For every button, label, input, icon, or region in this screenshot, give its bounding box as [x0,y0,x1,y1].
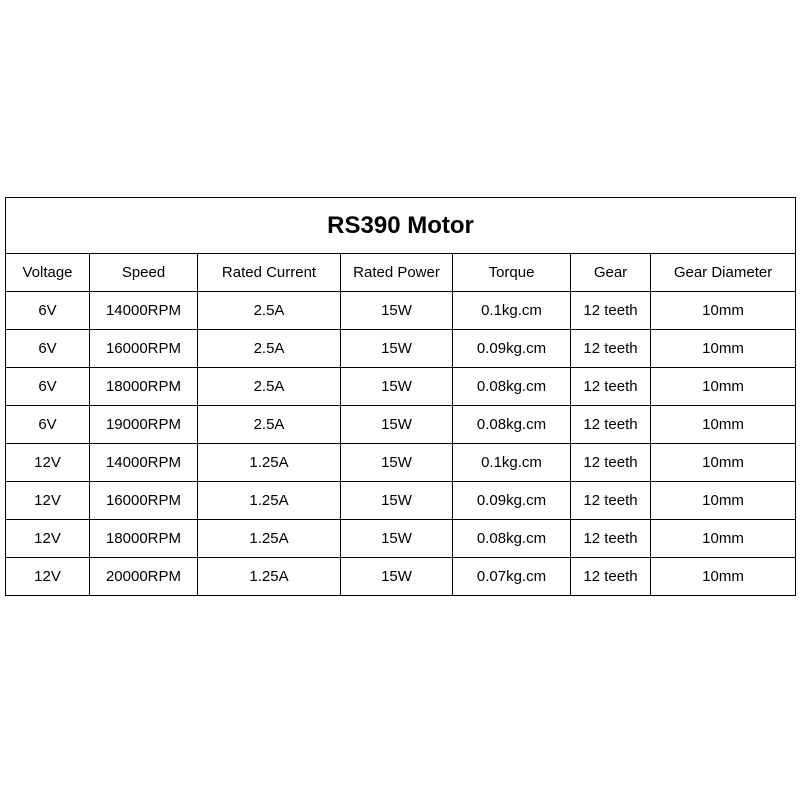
column-header-gear-diameter: Gear Diameter [651,254,796,292]
cell-speed: 14000RPM [90,444,198,482]
cell-voltage: 6V [6,406,90,444]
cell-rated-power: 15W [341,482,453,520]
cell-rated-power: 15W [341,444,453,482]
column-header-rated-power: Rated Power [341,254,453,292]
cell-torque: 0.1kg.cm [453,292,571,330]
cell-rated-power: 15W [341,558,453,596]
cell-gear: 12 teeth [571,520,651,558]
cell-gear-diameter: 10mm [651,482,796,520]
cell-rated-power: 15W [341,292,453,330]
cell-speed: 20000RPM [90,558,198,596]
cell-torque: 0.08kg.cm [453,520,571,558]
cell-rated-current: 2.5A [198,330,341,368]
cell-rated-power: 15W [341,368,453,406]
cell-gear-diameter: 10mm [651,406,796,444]
cell-speed: 19000RPM [90,406,198,444]
cell-rated-power: 15W [341,406,453,444]
cell-voltage: 12V [6,558,90,596]
column-header-voltage: Voltage [6,254,90,292]
table-row [6,406,796,444]
motor-spec-table [5,197,796,596]
cell-rated-current: 1.25A [198,520,341,558]
column-header-speed: Speed [90,254,198,292]
cell-gear: 12 teeth [571,292,651,330]
cell-voltage: 6V [6,330,90,368]
cell-gear-diameter: 10mm [651,368,796,406]
cell-speed: 18000RPM [90,368,198,406]
cell-gear-diameter: 10mm [651,330,796,368]
cell-voltage: 12V [6,482,90,520]
cell-gear: 12 teeth [571,406,651,444]
cell-torque: 0.07kg.cm [453,558,571,596]
cell-rated-current: 1.25A [198,444,341,482]
cell-rated-power: 15W [341,330,453,368]
table-row [6,444,796,482]
table-row [6,330,796,368]
cell-rated-power: 15W [341,520,453,558]
table-title: RS390 Motor [6,198,796,254]
column-header-row [6,254,796,292]
table-row [6,520,796,558]
table-row [6,482,796,520]
cell-gear-diameter: 10mm [651,558,796,596]
cell-voltage: 12V [6,520,90,558]
cell-rated-current: 2.5A [198,292,341,330]
cell-gear-diameter: 10mm [651,444,796,482]
cell-rated-current: 1.25A [198,482,341,520]
cell-voltage: 6V [6,292,90,330]
column-header-gear: Gear [571,254,651,292]
cell-rated-current: 1.25A [198,558,341,596]
table-row [6,368,796,406]
cell-gear: 12 teeth [571,482,651,520]
cell-gear: 12 teeth [571,444,651,482]
cell-gear: 12 teeth [571,368,651,406]
cell-rated-current: 2.5A [198,368,341,406]
cell-speed: 18000RPM [90,520,198,558]
cell-gear: 12 teeth [571,330,651,368]
cell-torque: 0.1kg.cm [453,444,571,482]
cell-gear: 12 teeth [571,558,651,596]
cell-speed: 16000RPM [90,330,198,368]
cell-rated-current: 2.5A [198,406,341,444]
cell-speed: 14000RPM [90,292,198,330]
cell-voltage: 12V [6,444,90,482]
table-body [6,292,796,596]
column-header-torque: Torque [453,254,571,292]
cell-gear-diameter: 10mm [651,292,796,330]
cell-voltage: 6V [6,368,90,406]
cell-gear-diameter: 10mm [651,520,796,558]
column-header-rated-current: Rated Current [198,254,341,292]
table-row [6,292,796,330]
cell-torque: 0.08kg.cm [453,406,571,444]
table-row [6,558,796,596]
cell-torque: 0.09kg.cm [453,482,571,520]
cell-torque: 0.09kg.cm [453,330,571,368]
cell-speed: 16000RPM [90,482,198,520]
cell-torque: 0.08kg.cm [453,368,571,406]
